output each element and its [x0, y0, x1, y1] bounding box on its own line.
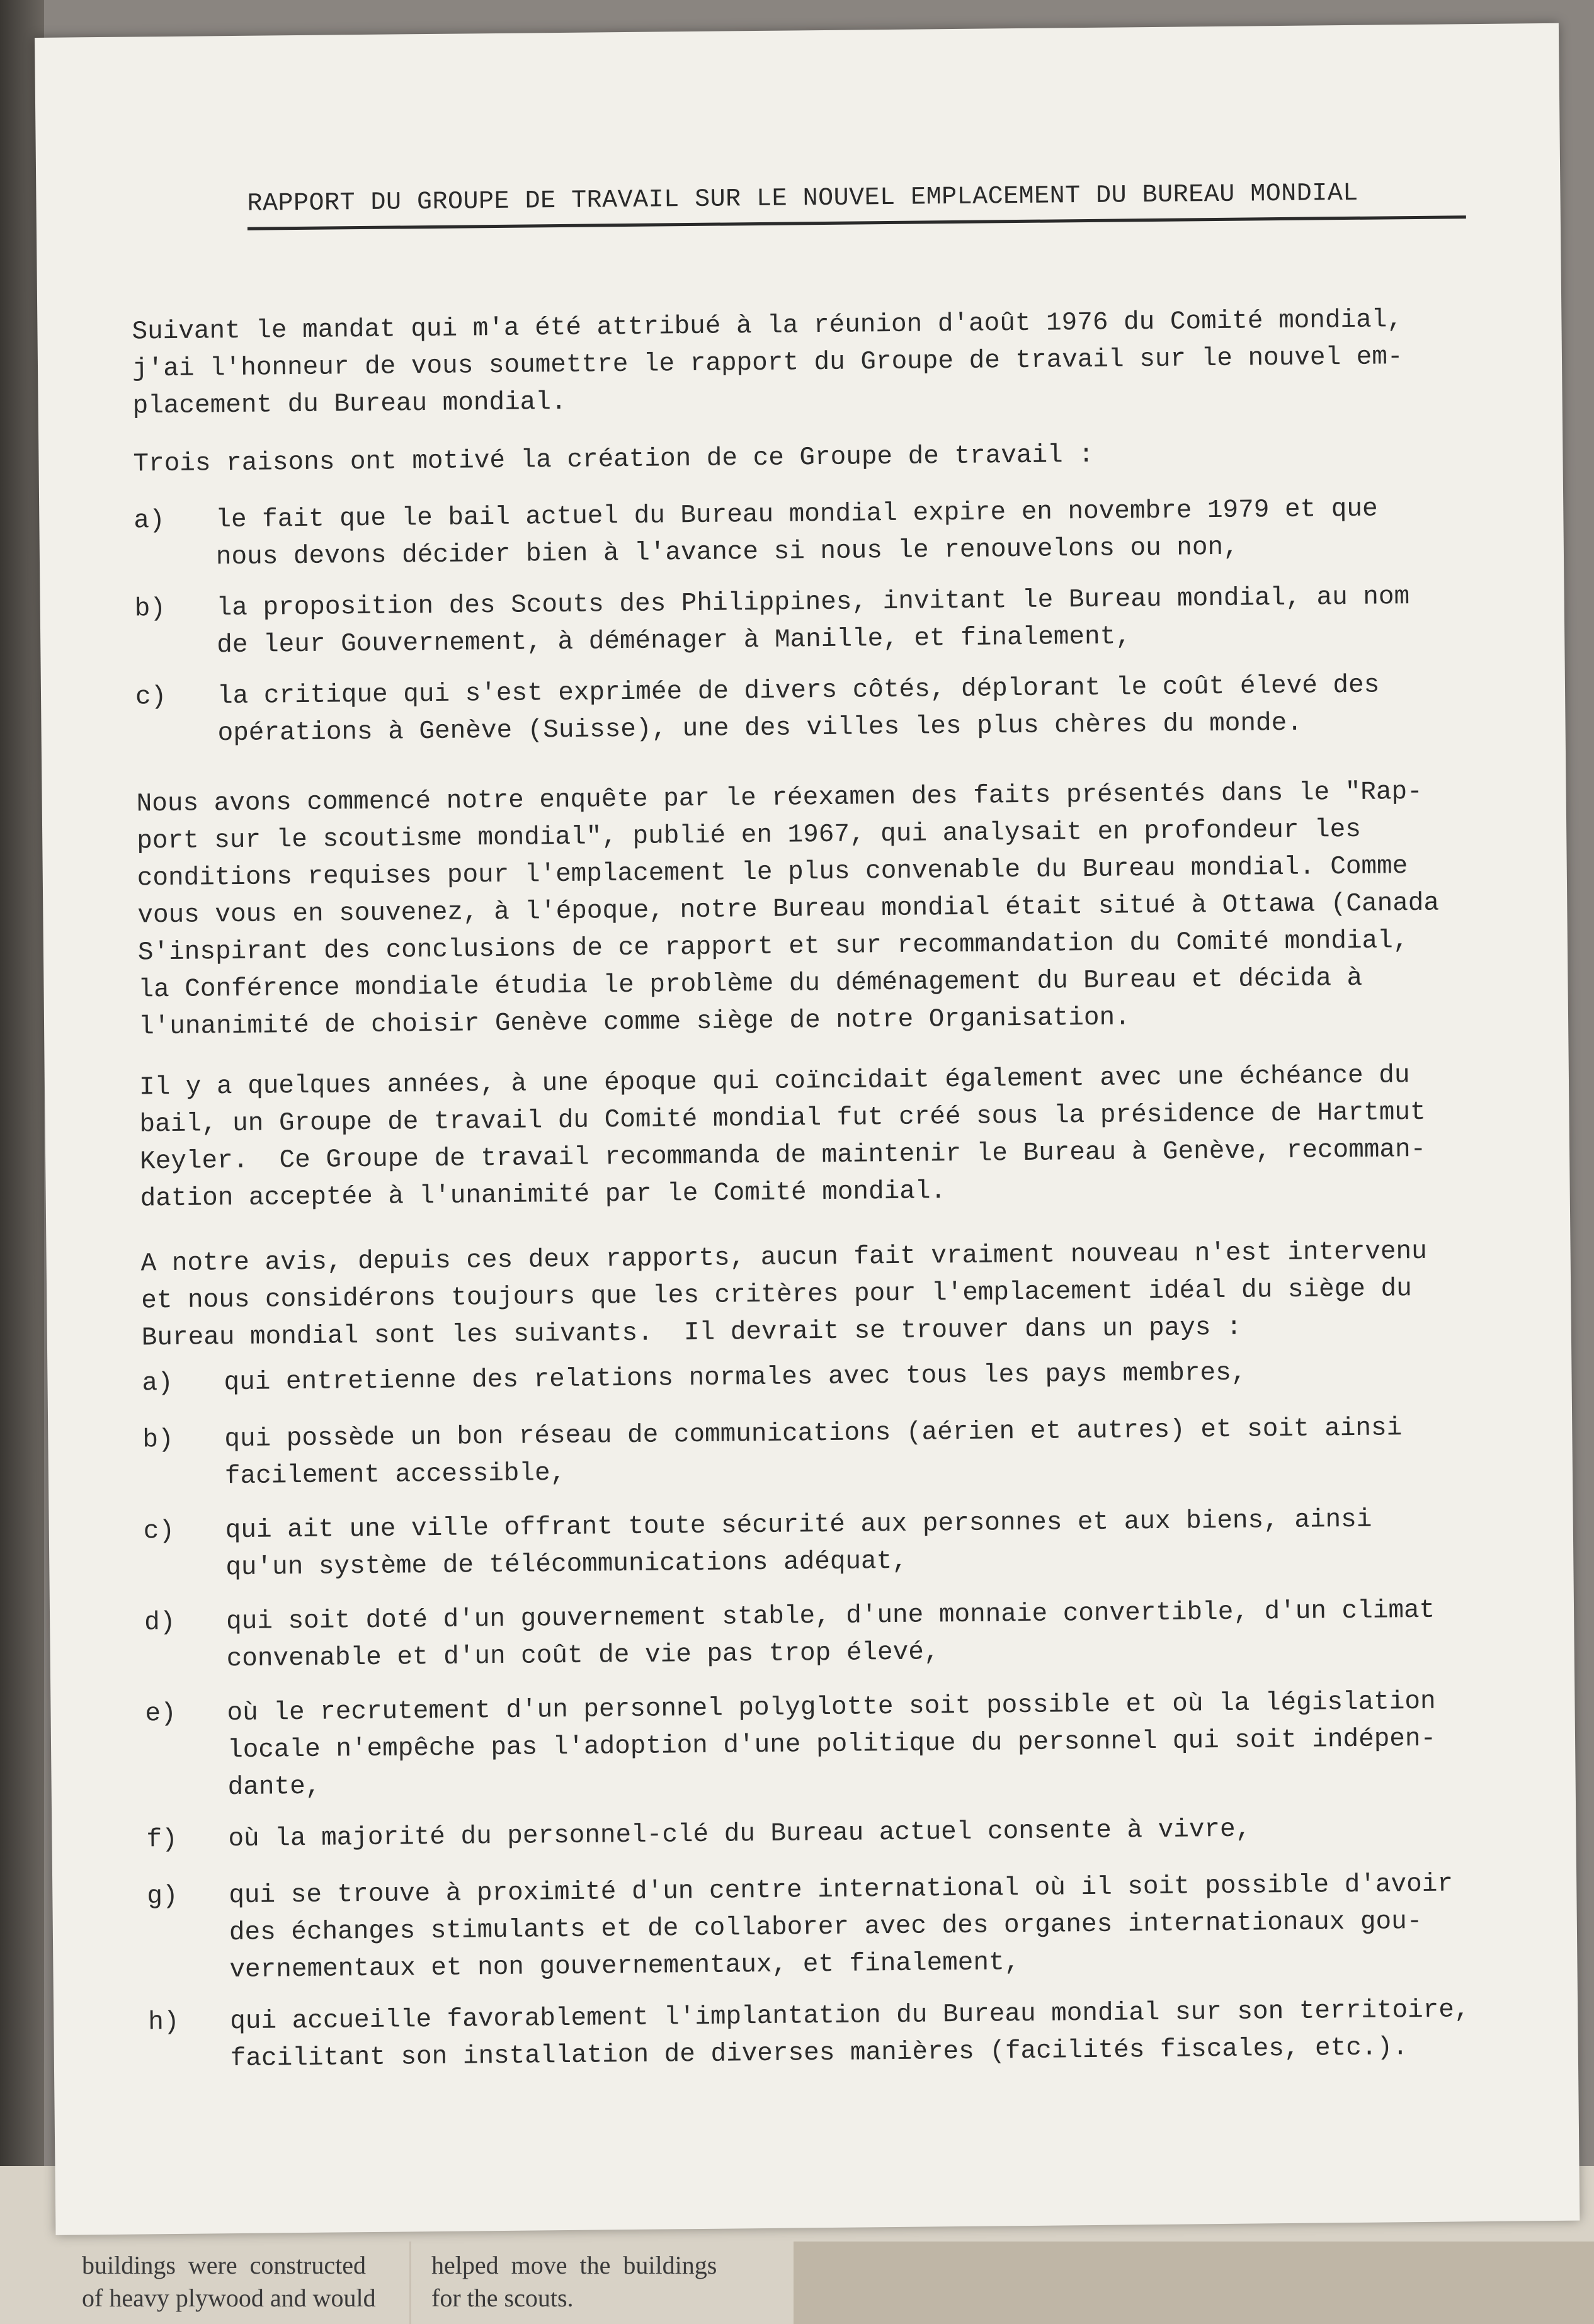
criterion-text: qui ait une ville offrant toute sécurité aux personnes et aux biens, ainsi qu'un système de télécommunications adéquat,	[225, 1505, 1372, 1583]
paragraph-history-1967: Nous avons commencé notre enquête par le réexamen des faits présentés dans le "Rap- port sur le scoutisme mondial", publié en 1967, qui analysait en profondeur les conditions requises pour l'emplacement le plus convenable du Bureau mondial. Comme vous vous en souvenez, à l'époque, notre Bureau mondial était situé à Ottawa (Canada S'inspirant des conclusions de ce rapport et sur recommandation du Comité mondial, la Conférence mondiale étudia le problème du déménagement du Bureau et décida à l'unanimité de choisir Genève comme siège de notre Organisation.	[136, 777, 1440, 1042]
reason-label: c)	[135, 683, 167, 712]
criterion-item	[146, 1808, 1557, 1855]
clipping-column-1: buildings were constructed of heavy plywood and would	[82, 2251, 376, 2312]
criterion-text: qui soit doté d'un gouvernement stable, d'une monnaie convertible, d'un climat convenable et d'un coût de vie pas trop élevé,	[225, 1596, 1435, 1674]
reasons-heading: Trois raisons ont motivé la création de ce Groupe de travail :	[133, 440, 1095, 479]
criterion-item	[142, 1409, 1553, 1492]
criterion-text: qui possède un bon réseau de communications (aérien et autres) et soit ainsi facilement accessible,	[224, 1414, 1403, 1492]
criterion-text: qui se trouve à proximité d'un centre international où il soit possible d'avoir des échanges stimulants et de collaborer avec des organes internationaux gou- vernementaux et non gouvernementaux, et finalement,	[229, 1869, 1454, 1985]
reason-text: la proposition des Scouts des Philippines, invitant le Bureau mondial, au nom de leur Gouvernement, à déménager à Manille, et finalement,	[216, 582, 1410, 660]
criterion-label: g)	[147, 1881, 178, 1912]
reason-item	[134, 489, 1544, 572]
criterion-label: c)	[143, 1516, 175, 1546]
paragraph-working-group: Il y a quelques années, à une époque qui coïncidait également avec une échéance du bail, un Groupe de travail du Comité mondial fut créé sous la présidence de Hartmut Keyler. Ce Groupe de travail recommanda de maintenir le Bureau à Genève, recomman- dation acceptée à l'unanimité par le Comité mondial.	[139, 1061, 1426, 1214]
reason-label: b)	[134, 594, 166, 624]
criterion-item	[147, 1865, 1557, 1985]
criterion-text: qui entretienne des relations normales avec tous les pays membres,	[224, 1358, 1247, 1398]
criterion-text: où la majorité du personnel-clé du Bureau actuel consente à vivre,	[228, 1815, 1251, 1854]
reason-item	[134, 577, 1545, 660]
reason-label: a)	[134, 506, 165, 536]
criterion-item	[148, 1991, 1559, 2074]
document-title: RAPPORT DU GROUPE DE TRAVAIL SUR LE NOUVEL EMPLACEMENT DU BUREAU MONDIAL	[247, 178, 1466, 230]
criterion-label: d)	[144, 1607, 176, 1638]
clipping-column-rule	[409, 2242, 411, 2324]
background-paper-scrap	[794, 2242, 1594, 2324]
intro-paragraph: Suivant le mandat qui m'a été attribué à la réunion d'août 1976 du Comité mondial, j'ai l'honneur de vous soumettre le rapport du Groupe de travail sur le nouvel em- placement du Bureau mondial.	[132, 305, 1403, 421]
criterion-label: f)	[146, 1825, 178, 1855]
criterion-label: e)	[145, 1699, 177, 1729]
criterion-item	[144, 1591, 1555, 1674]
clipping-column-2: helped move the buildings for the scouts.	[431, 2251, 717, 2312]
paragraph-criteria-intro: A notre avis, depuis ces deux rapports, aucun fait vraiment nouveau n'est intervenu et nous considérons toujours que les critères pour l'emplacement idéal du siège du Bureau mondial sont les suivants. Il devrait se trouver dans un pays :	[140, 1237, 1427, 1353]
document-page	[35, 23, 1580, 2235]
criterion-label: a)	[142, 1368, 173, 1398]
criterion-item	[143, 1500, 1554, 1583]
reason-text: le fait que le bail actuel du Bureau mondial expire en novembre 1979 et que nous devons décider bien à l'avance si nous le renouvelons ou non,	[215, 494, 1378, 572]
criterion-text: qui accueille favorablement l'implantation du Bureau mondial sur son territoire, facilitant son installation de diverses manières (facilités fiscales, etc.).	[230, 1995, 1470, 2074]
criterion-label: h)	[148, 2007, 179, 2038]
newspaper-clipping	[76, 2242, 800, 2324]
criterion-text: où le recrutement d'un personnel polyglotte soit possible et où la législation locale n'empêche pas l'adoption d'une politique du personnel qui soit indépen- dante,	[227, 1687, 1437, 1803]
criterion-item	[145, 1682, 1556, 1803]
reason-text: la critique qui s'est exprimée de divers côtés, déplorant le coût élevé des opérations à Genève (Suisse), une des villes les plus chères du monde.	[217, 671, 1380, 749]
criterion-label: b)	[142, 1425, 174, 1455]
reason-item	[135, 666, 1546, 749]
